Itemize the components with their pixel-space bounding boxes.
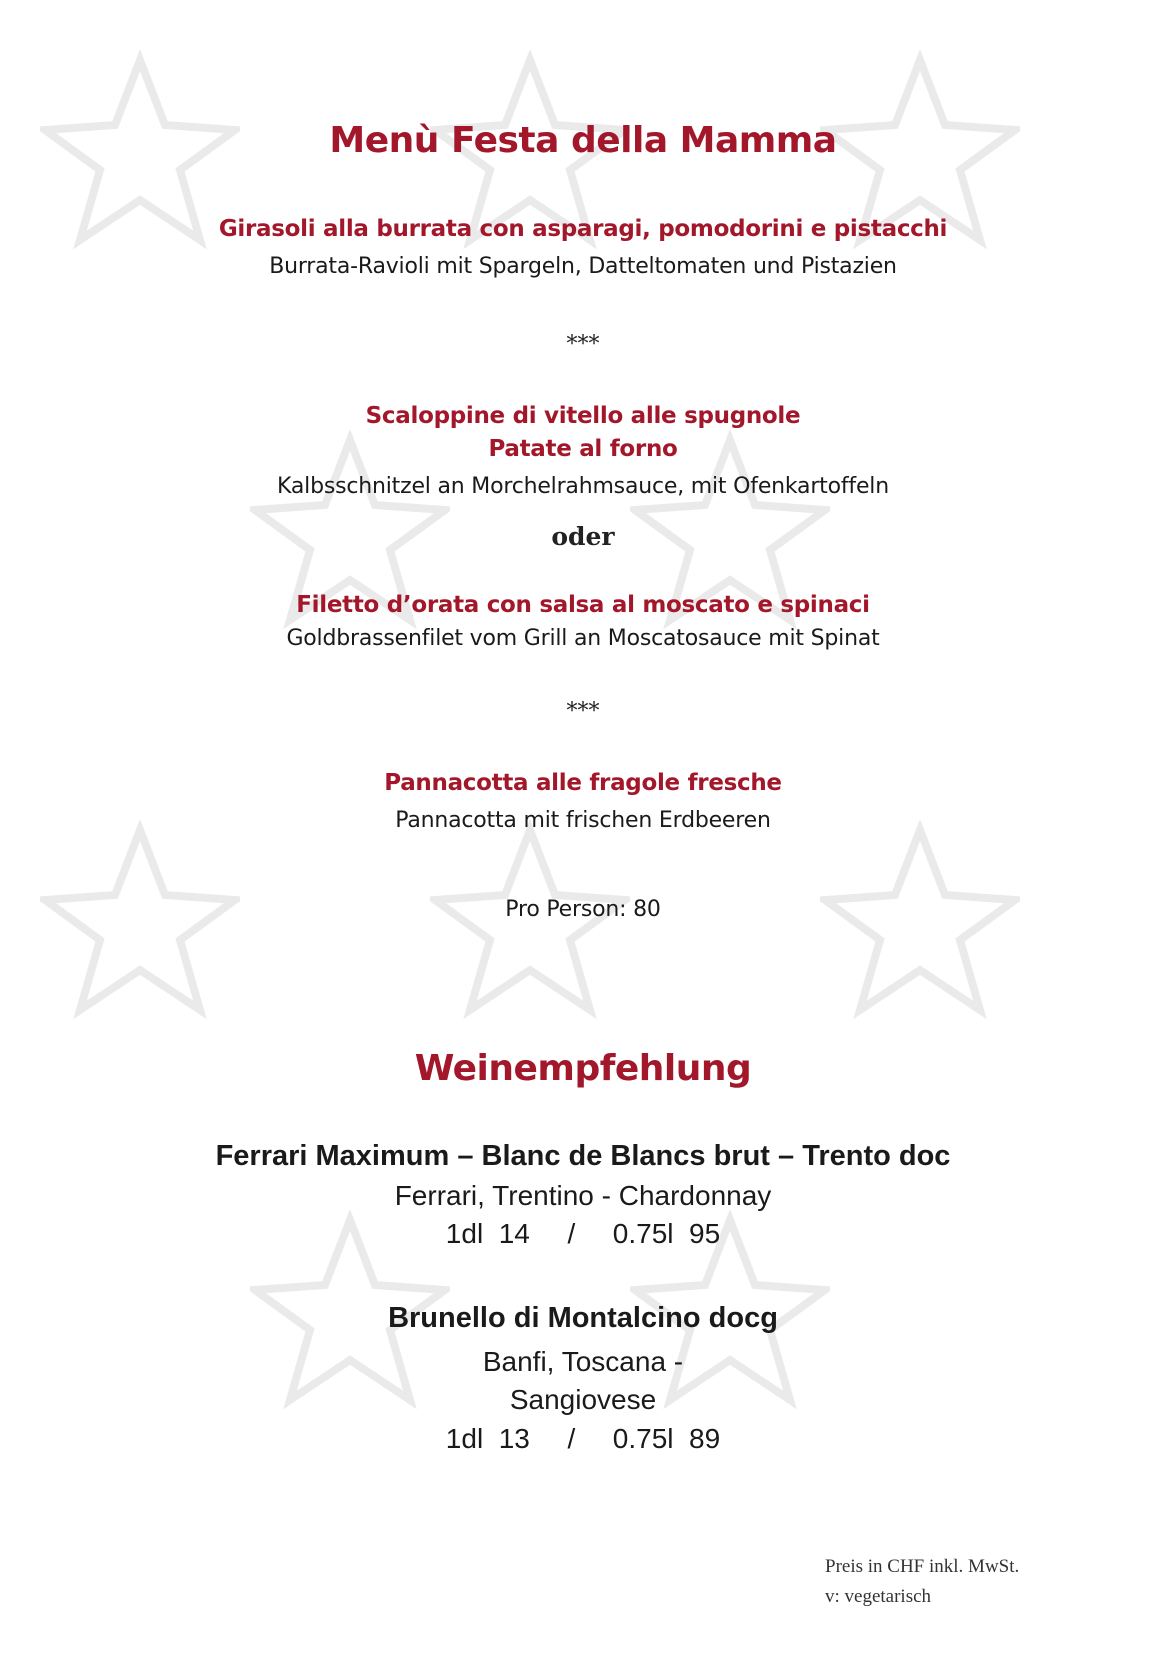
wine-item-1-name: Ferrari Maximum – Blanc de Blancs brut – Trento doc [215,1140,951,1172]
wine-item-2-origin-line2: Sangiovese [509,1384,657,1415]
wine-item-1-price-divider: / [567,1218,576,1249]
course1-dish: Girasoli alla burrata con asparagi, pomodorini e pistacchi [218,216,948,242]
footer-vegetarian-note: v: vegetarisch [825,1586,932,1607]
wine-item-1-price-bottle: 0.75l 95 [612,1218,721,1249]
wine-title: Weinempfehlung [414,1048,752,1089]
or-label: oder [551,522,615,551]
menu-title: Menù Festa della Mamma [329,120,837,161]
course3-dish: Pannacotta alle fragole fresche [384,770,782,796]
wine-item-1-origin: Ferrari, Trentino - Chardonnay [394,1180,772,1211]
course-separator: *** [566,332,600,357]
wine-item-1-prices [0,1218,1166,1250]
course2a-desc: Kalbsschnitzel an Morchelrahmsauce, mit Ofenkartoffeln [277,474,889,499]
wine-item-2-name: Brunello di Montalcino docg [388,1302,778,1334]
course1-desc: Burrata-Ravioli mit Spargeln, Datteltomaten und Pistazien [269,254,897,279]
course-separator: *** [566,699,600,724]
wine-item-1-price-glass: 1dl 14 [445,1218,530,1249]
wine-item-2-origin-line1: Banfi, Toscana - [482,1346,684,1377]
course2a-dish-line2: Patate al forno [488,436,678,462]
wine-item-2-price-divider: / [567,1423,576,1454]
price-per-person: Pro Person: 80 [505,897,661,922]
footer-price-note: Preis in CHF inkl. MwSt. [825,1556,1020,1577]
course2a-dish-line1: Scaloppine di vitello alle spugnole [365,403,801,429]
wine-item-2-price-glass: 1dl 13 [445,1423,530,1454]
course2b-dish: Filetto d’orata con salsa al moscato e spinaci [296,592,870,618]
course2b-desc: Goldbrassenfilet vom Grill an Moscatosauce mit Spinat [286,626,880,651]
wine-item-2-prices [0,1423,1166,1455]
wine-item-2-price-bottle: 0.75l 89 [612,1423,721,1454]
course3-desc: Pannacotta mit frischen Erdbeeren [395,808,771,833]
